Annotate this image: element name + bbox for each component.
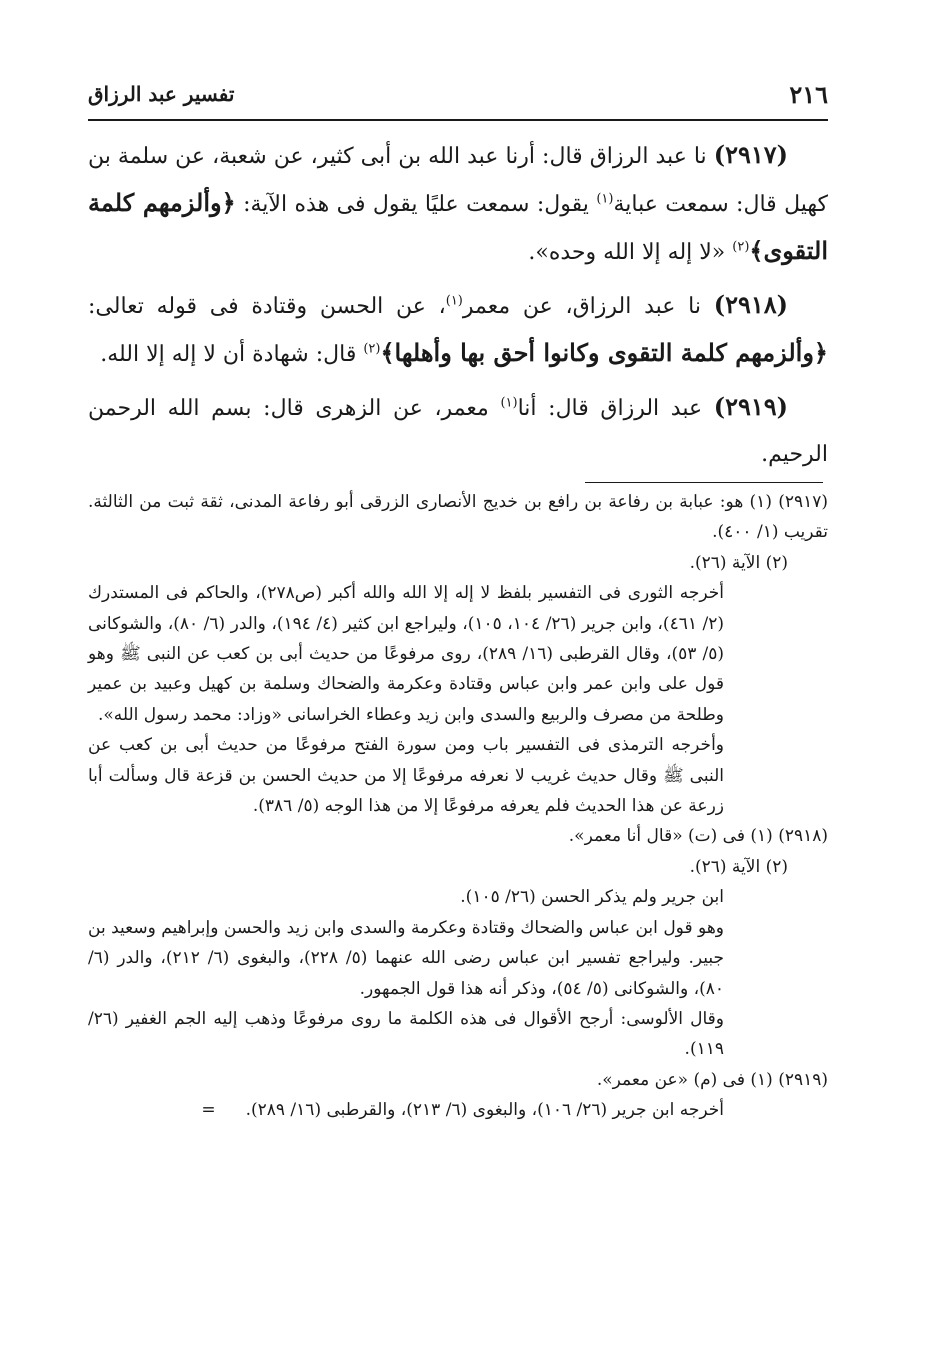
footnote-ref: (٢) bbox=[363, 341, 381, 357]
footnote-line: (٢) الآية (٢٦). bbox=[689, 856, 788, 877]
quran-verse: ﴿وألزمهم كلمة التقوى وكانوا أحق بها وأهلها﴾ bbox=[380, 338, 828, 367]
footnotes bbox=[88, 487, 828, 1126]
narration-number: (٢٩١٩) bbox=[713, 392, 789, 421]
narration-number: (٢٩١٨) bbox=[713, 290, 788, 319]
header-rule bbox=[88, 119, 828, 121]
main-text bbox=[88, 132, 828, 484]
footnote-line: (٢٩١٨) (١) فى (ت) «قال أنا معمر». bbox=[568, 826, 828, 847]
narration-2919 bbox=[88, 384, 828, 478]
footnote-line: (٢٩١٩) (١) فى (م) «عن معمر». bbox=[596, 1069, 828, 1090]
footnote-commentary-text: أخرجه ابن جرير (٢٦/ ١٠٦)، والبغوى (٦/ ٢١٣)، والقرطبى (١٦/ ٢٨٩). bbox=[245, 1100, 724, 1121]
quran-verse: ﴿وألزمهم كلمة التقوى﴾ bbox=[88, 188, 828, 265]
footnotes-2919 bbox=[88, 1065, 828, 1126]
footnotes-2918 bbox=[88, 821, 828, 1064]
narration-2918 bbox=[88, 282, 828, 378]
footnote-ref: (١) bbox=[445, 293, 463, 309]
footnote-commentary: وقال الألوسى: أرجح الأقوال فى هذه الكلمة ما روى مرفوعًا وذهب إليه الجم الغفير (٢٦/ ١١٩). bbox=[88, 1008, 724, 1060]
narration-text: قال: شهادة أن لا إله إلا الله. bbox=[100, 342, 364, 367]
page-header bbox=[88, 78, 828, 114]
narration-text: عبد الرزاق قال: أنا bbox=[517, 396, 714, 421]
footnotes-2917 bbox=[88, 487, 828, 821]
footnote-ref: (٢) bbox=[732, 239, 750, 255]
narration-text: نا عبد الرزاق قال: أرنا عبد الله بن أبى كثير، عن شعبة، عن سلمة بن كهيل قال: سمعت عباية bbox=[88, 144, 829, 217]
continuation-mark: = bbox=[201, 1100, 216, 1121]
footnote-commentary: ابن جرير ولم يذكر الحسن (٢٦/ ١٠٥). bbox=[460, 887, 724, 908]
narration-text: ، عن الحسن وقتادة فى قوله تعالى: bbox=[88, 294, 446, 319]
footnote-ref: (١) bbox=[596, 191, 614, 207]
narration-text: يقول: سمعت عليًا يقول فى هذه الآية: bbox=[235, 192, 597, 217]
footnote-line: (٢٩١٧) (١) هو: عبابة بن رفاعة بن رافع بن خديج الأنصارى الزرقى أبو رفاعة المدنى، ثقة ثبت من الثالثة. تقريب (١/ ٤٠٠). bbox=[88, 492, 828, 543]
narration-2917 bbox=[88, 132, 828, 276]
footnote-separator bbox=[585, 482, 823, 483]
footnote-commentary bbox=[88, 1095, 828, 1125]
footnote-commentary: أخرجه الثورى فى التفسير بلفظ لا إله إلا الله والله أكبر (ص٢٧٨)، والحاكم فى المستدرك (٢/ ٤٦١)، وابن جرير (٢٦/ ١٠٤، ١٠٥)، وليراجع ابن كثير (٤/ ١٩٤)، والدر (٦/ ٨٠)، والشوكانى (٥/ ٥٣)، وقال القرطبى (١٦/ ٢٨٩)، روى مرفوعًا من حديث أبى بن كعب عن النبى ﷺ وهو قول على وابن عمر وابن عباس وقتادة وعكرمة والضحاك وسلمة بن كهيل وعبيد بن عمير وطلحة من مصرف والربيع والسدى وابن زيد وعطاء الخراسانى «وزاد: محمد رسول الله». bbox=[88, 583, 724, 725]
narration-text: نا عبد الرزاق، عن معمر bbox=[462, 294, 714, 319]
footnote-commentary: وهو قول ابن عباس والضحاك وقتادة وعكرمة والسدى وابن زيد والحسن وإبراهيم وسعيد بن جبير. وليراجع تفسير ابن عباس رضى الله عنهما (٥/ ٢٢٨)، والبغوى (٦/ ٢١٢)، والدر (٦/ ٨٠)، والشوكانى (٥/ ٥٤)، وذكر أنه هذا قول الجمهور. bbox=[88, 917, 725, 999]
narration-text: معمر، عن الزهرى قال: بسم الله الرحمن الرحيم. bbox=[88, 396, 828, 467]
narration-text: «لا إله إلا الله وحده». bbox=[528, 240, 733, 265]
footnote-line: (٢) الآية (٢٦). bbox=[689, 552, 788, 573]
running-title: تفسير عبد الرزاق bbox=[88, 82, 235, 106]
footnote-ref: (١) bbox=[500, 395, 518, 411]
page-number: ٢١٦ bbox=[789, 80, 828, 109]
narration-number: (٢٩١٧) bbox=[713, 140, 788, 169]
footnote-commentary: وأخرجه الترمذى فى التفسير باب ومن سورة الفتح مرفوعًا من حديث أبى بن كعب عن النبى ﷺ وقال حديث غريب لا نعرفه مرفوعًا إلا من حديث الحسن بن قزعة قال وسألت أبا زرعة عن هذا الحديث فلم يعرفه مرفوعًا إلا من هذا الوجه (٥/ ٣٨٦). bbox=[88, 735, 724, 817]
